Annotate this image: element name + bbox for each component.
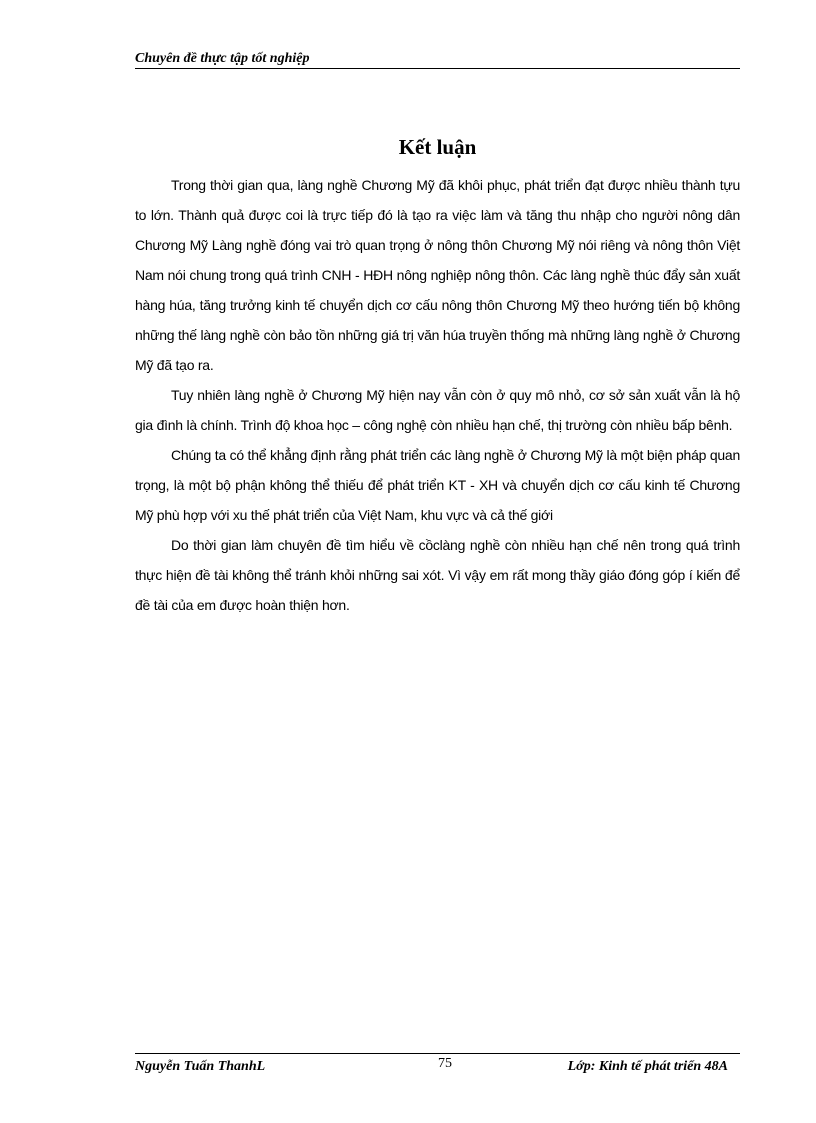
paragraph-2: Tuy nhiên làng nghề ở Chương Mỹ hiện nay vẫn còn ở quy mô nhỏ, cơ sở sản xuất vẫn là hộ gia đình là chính. Trình độ khoa học – công nghệ còn nhiều hạn chế, thị trường còn nhiều bấp bênh. — [135, 387, 740, 433]
header-title: Chuyên đề thực tập tốt nghiệp — [135, 51, 310, 66]
page-footer — [135, 1053, 740, 1076]
footer-class: Lớp: Kinh tế phát triển 48A — [567, 1059, 728, 1074]
section-title: Kết luận — [398, 135, 477, 159]
paragraph-4: Do thời gian làm chuyên đề tìm hiểu về cồclàng nghề còn nhiều hạn chế nên trong quá trình thực hiện đề tài không thể tránh khỏi những sai xót. Vì vậy em rất mong thầy giáo đóng góp í kiến để đề tài của em được hoàn thiện hơn. — [135, 537, 740, 613]
paragraph-1: Trong thời gian qua, làng nghề Chương Mỹ đã khôi phục, phát triển đạt được nhiều thành tựu to lớn. Thành quả được coi là trực tiếp đó là tạo ra việc làm và tăng thu nhập cho người nông dân Chương Mỹ Làng nghề đóng vai trò quan trọng ở nông thôn Chương Mỹ nói riêng và nông thôn Việt Nam nói chung trong quá trình CNH - HĐH nông nghiệp nông thôn. Các làng nghề thúc đẩy sản xuất hàng húa, tăng trưởng kinh tế chuyển dịch cơ cấu nông thôn Chương Mỹ theo hướng tiến bộ không những thế làng nghề còn bảo tồn những giá trị văn húa truyền thống mà những làng nghề ở Chương Mỹ đã tạo ra. — [135, 177, 740, 373]
paragraph-3: Chúng ta có thể khẳng định rằng phát triển các làng nghề ở Chương Mỹ là một biện pháp quan trọng, là một bộ phận không thể thiếu để phát triển KT - XH và chuyển dịch cơ cấu kinh tế Chương Mỹ phù hợp với xu thế phát triển của Việt Nam, khu vực và cả thế giới — [135, 447, 740, 523]
page-number: 75 — [438, 1056, 452, 1071]
page-header — [135, 50, 740, 69]
footer-author: Nguyễn Tuấn ThanhL — [135, 1059, 266, 1074]
body-text — [135, 170, 740, 620]
